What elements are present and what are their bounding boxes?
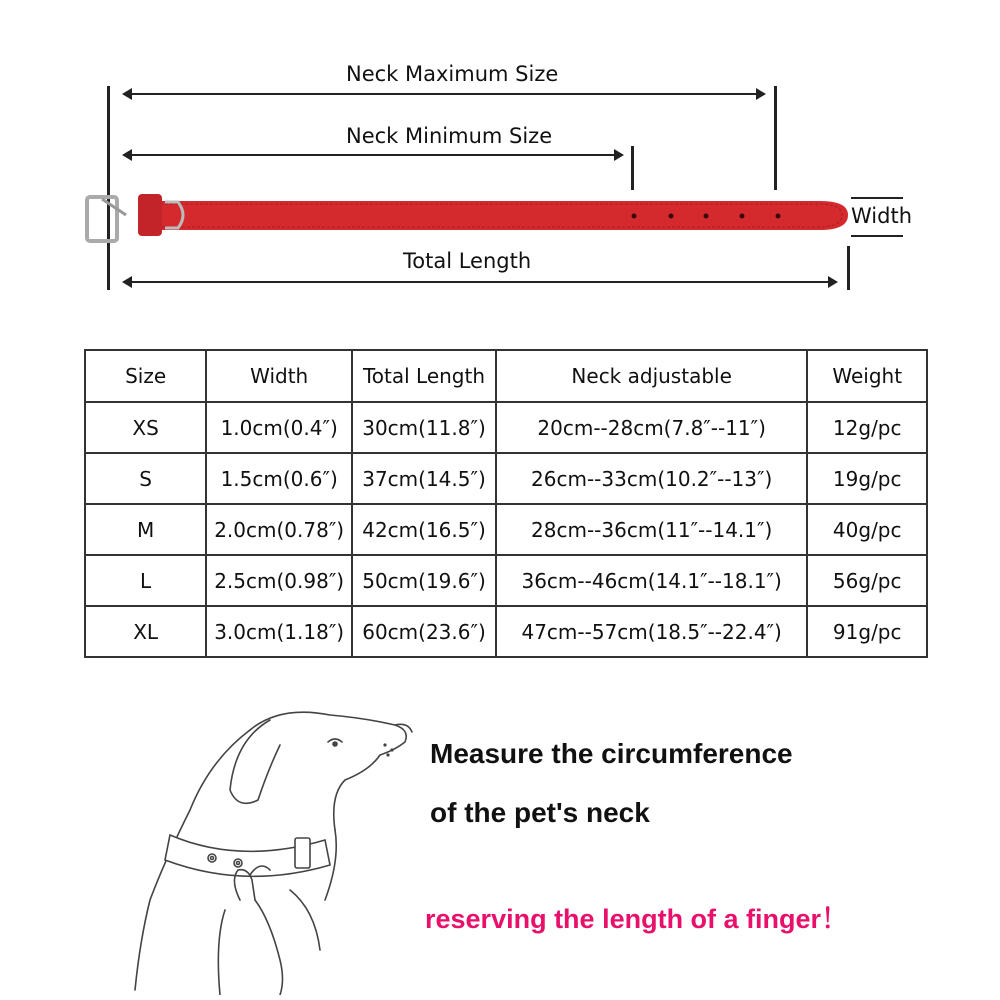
table-cell: 30cm(11.8″) bbox=[352, 402, 496, 453]
table-row bbox=[85, 555, 927, 606]
table-cell: 36cm--46cm(14.1″--18.1″) bbox=[496, 555, 808, 606]
table-cell: 12g/pc bbox=[807, 402, 927, 453]
neck-minimum-size-label: Neck Minimum Size bbox=[346, 124, 553, 148]
table-cell: 26cm--33cm(10.2″--13″) bbox=[496, 453, 808, 504]
table-header-cell: Total Length bbox=[352, 350, 496, 402]
table-header-cell: Size bbox=[85, 350, 206, 402]
total-length-reference-line bbox=[847, 246, 850, 290]
table-cell: 42cm(16.5″) bbox=[352, 504, 496, 555]
neck-maximum-arrow bbox=[124, 93, 764, 95]
width-label: Width bbox=[851, 204, 913, 228]
table-cell: 1.5cm(0.6″) bbox=[206, 453, 352, 504]
neck-max-reference-line bbox=[774, 86, 777, 190]
neck-minimum-arrow bbox=[124, 154, 622, 156]
table-cell: 60cm(23.6″) bbox=[352, 606, 496, 657]
table-cell: 56g/pc bbox=[807, 555, 927, 606]
table-row bbox=[85, 402, 927, 453]
table-row bbox=[85, 606, 927, 657]
width-bracket-bottom bbox=[851, 235, 903, 237]
table-header-cell: Width bbox=[206, 350, 352, 402]
neck-maximum-size-label: Neck Maximum Size bbox=[346, 62, 559, 86]
size-table bbox=[84, 349, 928, 658]
table-row bbox=[85, 453, 927, 504]
measure-instruction-line-2: of the pet's neck bbox=[430, 797, 650, 828]
table-cell: 20cm--28cm(7.8″--11″) bbox=[496, 402, 808, 453]
width-bracket-top bbox=[851, 197, 903, 199]
total-length-label: Total Length bbox=[403, 249, 532, 273]
table-cell: 40g/pc bbox=[807, 504, 927, 555]
total-length-arrow bbox=[124, 281, 836, 283]
size-table-body bbox=[85, 350, 927, 657]
table-cell: S bbox=[85, 453, 206, 504]
neck-min-reference-line bbox=[631, 146, 634, 190]
measure-instruction-line-1: Measure the circumference bbox=[430, 738, 793, 769]
table-header-cell: Weight bbox=[807, 350, 927, 402]
reserve-finger-note: reserving the length of a finger！ bbox=[425, 904, 849, 934]
table-cell: 1.0cm(0.4″) bbox=[206, 402, 352, 453]
table-cell: 47cm--57cm(18.5″--22.4″) bbox=[496, 606, 808, 657]
table-header-row bbox=[85, 350, 927, 402]
table-cell: 2.0cm(0.78″) bbox=[206, 504, 352, 555]
red-collar-illustration bbox=[80, 188, 850, 248]
table-cell: XL bbox=[85, 606, 206, 657]
table-cell: 37cm(14.5″) bbox=[352, 453, 496, 504]
table-cell: 91g/pc bbox=[807, 606, 927, 657]
table-header-cell: Neck adjustable bbox=[496, 350, 808, 402]
table-cell: 19g/pc bbox=[807, 453, 927, 504]
table-cell: 28cm--36cm(11″--14.1″) bbox=[496, 504, 808, 555]
table-cell: XS bbox=[85, 402, 206, 453]
table-cell: L bbox=[85, 555, 206, 606]
table-cell: 2.5cm(0.98″) bbox=[206, 555, 352, 606]
table-cell: 3.0cm(1.18″) bbox=[206, 606, 352, 657]
table-cell: 50cm(19.6″) bbox=[352, 555, 496, 606]
dog-measuring-illustration bbox=[130, 700, 420, 995]
table-row bbox=[85, 504, 927, 555]
table-cell: M bbox=[85, 504, 206, 555]
